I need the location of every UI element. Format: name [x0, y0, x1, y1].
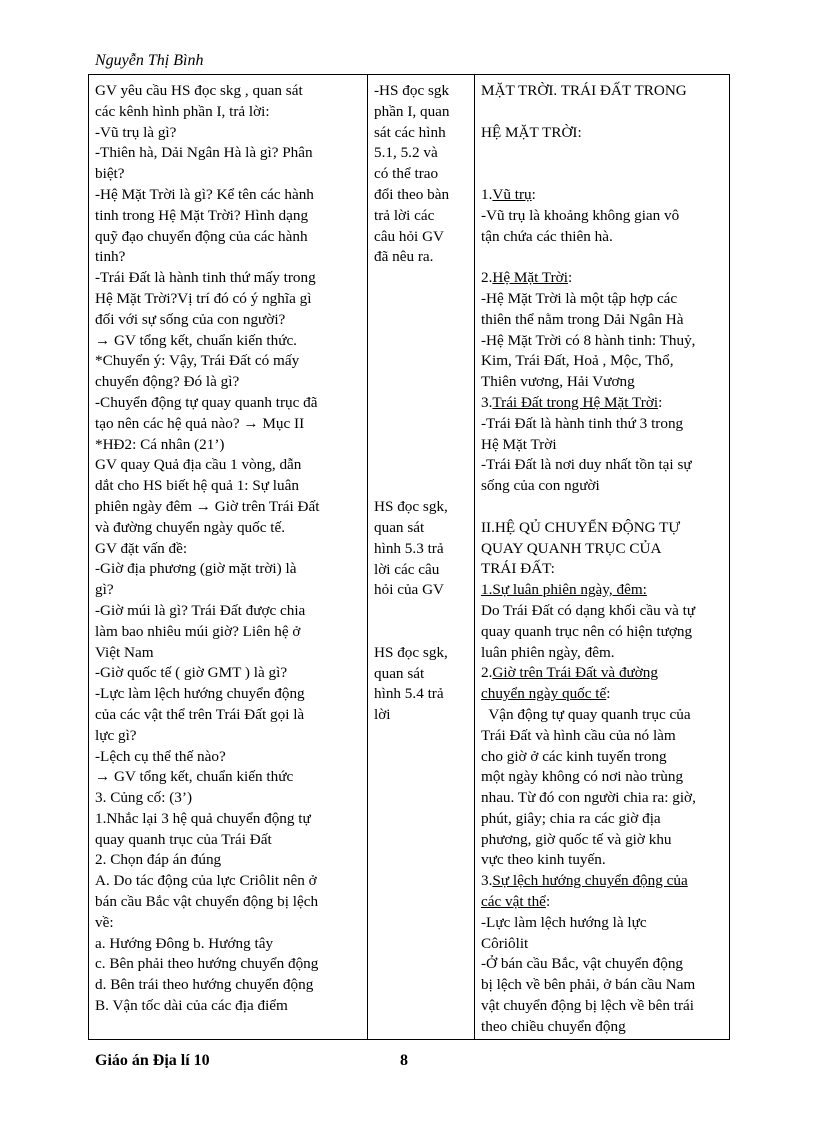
- text-line: c. Bên phải theo hướng chuyển động: [95, 955, 319, 973]
- text-line: a. Hướng Đông b. Hướng tây: [95, 934, 274, 952]
- text-line: B. Vận tốc dài của các địa điểm: [95, 997, 288, 1015]
- heading-lech-huong-cont: các vật thể:: [481, 893, 551, 911]
- section-title: QUAY QUANH TRỤC CỦA: [481, 539, 662, 557]
- text-line: tinh?: [95, 248, 126, 266]
- text-line: hỏi của GV: [374, 581, 445, 599]
- text-line: -Giờ múi là gì? Trái Đất được chia: [95, 601, 306, 619]
- text-line: chuyển động? Đó là gì?: [95, 373, 240, 391]
- text-line: Việt Nam: [95, 643, 154, 661]
- text-line: theo chiều chuyển động: [481, 1017, 626, 1035]
- spacer: [374, 601, 470, 643]
- section-title: II.HỆ QỦ CHUYỂN ĐỘNG TỰ: [481, 518, 681, 536]
- heading-text: Giờ trên Trái Đất và đường: [492, 664, 658, 682]
- text-line: câu hỏi GV: [374, 227, 445, 245]
- text-line: Trái Đất và hình cầu của nó làm: [481, 726, 676, 744]
- heading-text: các vật thể: [481, 893, 546, 911]
- section-title: MẶT TRỜI. TRÁI ĐẤT TRONG: [481, 82, 687, 99]
- author-name: Nguyễn Thị Bình: [95, 52, 204, 69]
- text-line: -Vũ trụ là gì?: [95, 123, 177, 141]
- content-column: [475, 75, 730, 1040]
- text-line: phương, giờ quốc tế và giờ khu: [481, 830, 672, 848]
- text-line: tận chứa các thiên hà.: [481, 227, 613, 245]
- text-line: gì?: [95, 581, 114, 599]
- text-line: đối với sự sống của con người?: [95, 310, 286, 328]
- text-line: biệt?: [95, 165, 125, 183]
- heading-text: chuyển ngày quốc tế: [481, 685, 607, 703]
- heading-number: 3.: [481, 393, 493, 411]
- text-line: làm bao nhiêu múi giờ? Liên hệ ở: [95, 622, 301, 640]
- text-line: trả lời các: [374, 206, 435, 224]
- text-line: vực theo kinh tuyến.: [481, 851, 606, 869]
- text-line: GV đặt vấn đề:: [95, 539, 188, 557]
- text-line: 3. Củng cố: (3’): [95, 789, 193, 807]
- heading-text: Vũ trụ: [492, 185, 532, 203]
- text-line: đổi theo bàn: [374, 185, 450, 203]
- text-line: GV quay Quả địa cầu 1 vòng, dẫn: [95, 456, 302, 474]
- text-line: -Hệ Mặt Trời có 8 hành tinh: Thuỷ,: [481, 331, 696, 349]
- heading-trai-dat: 3.Trái Đất trong Hệ Mặt Trời:: [481, 393, 663, 411]
- text-line: d. Bên trái theo hướng chuyển động: [95, 976, 314, 994]
- text-line: hình 5.3 trả: [374, 539, 444, 557]
- text-line: quay quanh trục của Trái Đất: [95, 830, 272, 848]
- text-line: tinh trong Hệ Mặt Trời? Hình dạng: [95, 206, 309, 224]
- text-line: Kim, Trái Đất, Hoả , Mộc, Thổ,: [481, 352, 674, 370]
- text-line: 1.Nhắc lại 3 hệ quả chuyển động tự: [95, 809, 311, 827]
- spacer: [481, 143, 725, 185]
- text-line: luân phiên ngày, đêm.: [481, 643, 615, 661]
- text-line: có thể trao: [374, 165, 439, 183]
- text-line: -Trái Đất là hành tinh thứ 3 trong: [481, 414, 684, 432]
- text-line: → GV tổng kết, chuẩn kiến thức: [95, 768, 294, 786]
- text-line: phút, giây; chia ra các giờ địa: [481, 809, 661, 827]
- text-line: đã nêu ra.: [374, 248, 434, 266]
- text-line: HS đọc sgk,: [374, 643, 448, 661]
- heading-he-mat-troi: 2.Hệ Mặt Trời:: [481, 269, 573, 287]
- text-line: các kênh hình phần I, trả lời:: [95, 102, 270, 120]
- text-line: -Hệ Mặt Trời là một tập hợp các: [481, 289, 678, 307]
- text-line: dắt cho HS biết hệ quả 1: Sự luân: [95, 477, 299, 495]
- text-line: -Vũ trụ là khoảng không gian vô: [481, 206, 680, 224]
- text-line: quỹ đạo chuyển động của các hành: [95, 227, 308, 245]
- spacer: [481, 102, 725, 123]
- heading-number: 1.: [481, 185, 493, 203]
- text-line: cho giờ ở các kinh tuyến trong: [481, 747, 667, 765]
- text-line: Do Trái Đất có dạng khối cầu và tự: [481, 601, 696, 619]
- text-line: *HĐ2: Cá nhân (21’): [95, 435, 225, 453]
- spacer: [481, 247, 725, 268]
- text-line: -Lệch cụ thể thế nào?: [95, 747, 226, 765]
- heading-lech-huong: [481, 871, 725, 892]
- text-line: lời: [374, 706, 391, 724]
- text-line: Vận động tự quay quanh trục của: [481, 705, 691, 723]
- text-line: -Trái Đất là nơi duy nhất tồn tại sự: [481, 456, 692, 474]
- page-number: 8: [400, 1052, 408, 1069]
- text-line: phần I, quan: [374, 102, 450, 120]
- text-line: A. Do tác động của lực Criôlit nên ở: [95, 872, 317, 890]
- text-line: Hệ Mặt Trời?Vị trí đó có ý nghĩa gì: [95, 289, 312, 307]
- heading-text: Trái Đất trong Hệ Mặt Trời: [492, 393, 659, 411]
- text-line: hình 5.4 trả: [374, 685, 444, 703]
- heading-gio: [481, 663, 725, 684]
- text-line: Côriôlit: [481, 934, 529, 952]
- text-line: tạo nên các hệ quả nào? → Mục II: [95, 414, 305, 432]
- text-line: -Giờ địa phương (giờ mặt trời) là: [95, 560, 297, 578]
- text-line: quay quanh trục nên có hiện tượng: [481, 622, 693, 640]
- text-line: lực gì?: [95, 726, 137, 744]
- text-line: thiên thể nằm trong Dải Ngân Hà: [481, 310, 684, 328]
- text-line: GV yêu cầu HS đọc skg , quan sát: [95, 82, 303, 99]
- text-line: vật chuyển động bị lệch về bên trái: [481, 997, 694, 1015]
- text-line: -Giờ quốc tế ( giờ GMT ) là gì?: [95, 664, 288, 682]
- lesson-table: [88, 74, 730, 1040]
- text-line: quan sát: [374, 664, 425, 682]
- teacher-activity-column: [89, 75, 368, 1040]
- text-line: bị lệch về bên phải, ở bán cầu Nam: [481, 976, 696, 994]
- text-line: lời các câu: [374, 560, 440, 578]
- text-line: -Ở bán cầu Bắc, vật chuyển động: [481, 955, 684, 973]
- heading-number: 3.: [481, 872, 493, 890]
- text-line: 2. Chọn đáp án đúng: [95, 851, 222, 869]
- spacer: [481, 497, 725, 518]
- table-row: [89, 75, 730, 1040]
- text-line: nhau. Từ đó con người chia ra: giờ,: [481, 789, 696, 807]
- text-line: *Chuyển ý: Vậy, Trái Đất có mấy: [95, 352, 300, 370]
- text-line: -Lực làm lệch hướng chuyển động: [95, 685, 305, 703]
- text-line: Hệ Mặt Trời: [481, 435, 557, 453]
- section-title: HỆ MẶT TRỜI:: [481, 123, 582, 141]
- text-line: quan sát: [374, 518, 425, 536]
- student-activity-column: [368, 75, 475, 1040]
- text-line: -HS đọc sgk: [374, 82, 450, 99]
- heading-luan-phien: 1.Sự luân phiên ngày, đêm:: [481, 581, 647, 599]
- text-line: sống của con người: [481, 477, 600, 495]
- heading-gio-cont: chuyển ngày quốc tế:: [481, 685, 611, 703]
- text-line: và đường chuyển ngày quốc tế.: [95, 518, 286, 536]
- spacer: [374, 268, 470, 497]
- text-line: Thiên vương, Hải Vương: [481, 373, 635, 391]
- heading-text: Hệ Mặt Trời: [492, 269, 568, 287]
- text-line: -Thiên hà, Dải Ngân Hà là gì? Phân: [95, 144, 313, 162]
- text-line: -Chuyển động tự quay quanh trục đã: [95, 393, 318, 411]
- text-line: HS đọc sgk,: [374, 498, 448, 516]
- text-line: 5.1, 5.2 và: [374, 144, 438, 162]
- text-line: -Hệ Mặt Trời là gì? Kể tên các hành: [95, 185, 314, 203]
- text-line: bán cầu Bắc vật chuyển động bị lệch: [95, 893, 319, 911]
- footer-title: Giáo án Địa lí 10: [95, 1052, 210, 1069]
- heading-number: 2.: [481, 664, 493, 682]
- text-line: của các vật thể trên Trái Đất gọi là: [95, 705, 305, 723]
- text-line: -Trái Đất là hành tinh thứ mấy trong: [95, 269, 316, 287]
- heading-number: 2.: [481, 269, 493, 287]
- text-line: về:: [95, 913, 114, 931]
- text-line: -Lực làm lệch hướng là lực: [481, 913, 647, 931]
- heading-text: Sự lệch hướng chuyển động của: [492, 872, 688, 890]
- section-title: TRÁI ĐẤT:: [481, 560, 555, 578]
- text-line: sát các hình: [374, 123, 446, 141]
- text-line: → GV tổng kết, chuẩn kiến thức.: [95, 331, 297, 349]
- heading-vu-tru: 1.Vũ trụ:: [481, 185, 536, 203]
- text-line: một ngày không có nơi nào trùng: [481, 768, 684, 786]
- text-line: phiên ngày đêm → Giờ trên Trái Đất: [95, 497, 320, 515]
